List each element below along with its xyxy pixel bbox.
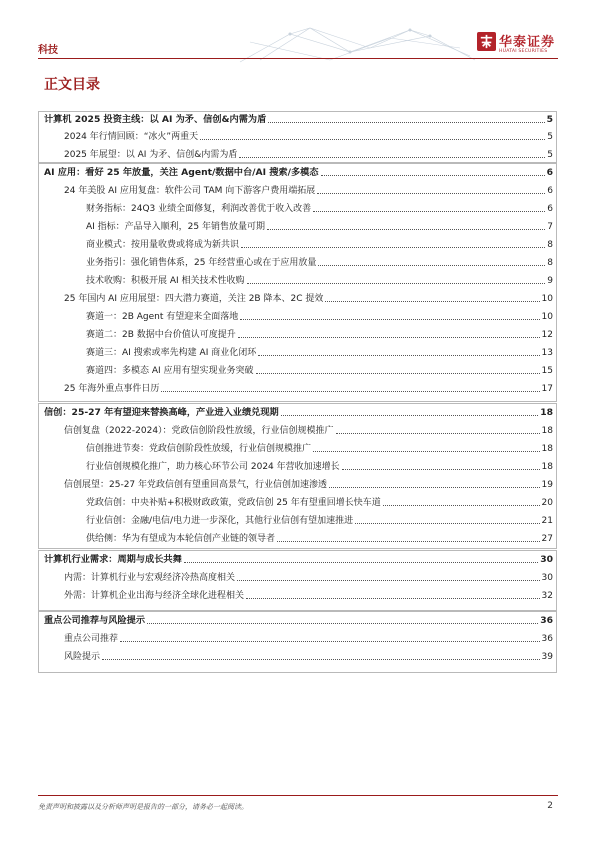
toc-entry-page: 21 — [541, 516, 553, 526]
toc-entry[interactable] — [64, 566, 553, 584]
toc-entry[interactable] — [86, 215, 553, 233]
toc-entry-title: 信创复盘（2022-2024）：党政信创阶段性放缓，行业信创规模推广 — [64, 426, 334, 436]
toc-entry[interactable] — [64, 125, 553, 143]
toc-entry-page: 18 — [541, 444, 553, 454]
toc-entry[interactable] — [64, 179, 553, 197]
toc-entry-page: 20 — [541, 498, 553, 508]
toc-dot-leader — [258, 355, 539, 356]
toc-entry-title: 外需：计算机企业出海与经济全球化进程相关 — [64, 591, 245, 601]
toc-entry-page: 19 — [541, 480, 553, 490]
toc-dot-leader — [383, 505, 540, 506]
toc-dot-leader — [120, 641, 540, 642]
toc-entry[interactable] — [64, 143, 553, 161]
toc-entry-page: 6 — [547, 186, 553, 196]
toc-entry-title: 信创展望：25-27 年党政信创有望重回高景气，行业信创加速渗透 — [64, 480, 328, 490]
toc-dot-leader — [102, 659, 540, 660]
toc-entry-page: 10 — [541, 294, 553, 304]
toc-dot-leader — [241, 247, 545, 248]
toc-entry[interactable] — [86, 341, 553, 359]
toc-entry-title: 赛道四：多模态 AI 应用有望实现业务突破 — [86, 366, 254, 376]
toc-entry-title: 2024 年行情回顾：“冰火”两重天 — [64, 132, 199, 142]
toc-dot-leader — [313, 211, 545, 212]
toc-dot-leader — [247, 283, 546, 284]
toc-entry[interactable] — [86, 527, 553, 545]
toc-dot-leader — [355, 523, 539, 524]
toc-entry-title: 风险提示 — [64, 652, 101, 662]
toc-entry-title: 2025 年展望：以 AI 为矛、信创&内需为盾 — [64, 150, 238, 160]
toc-entry-page: 6 — [546, 167, 553, 178]
toc-entry-title: 党政信创：中央补贴+积极财政政策，党政信创 25 年有望重回增长快车道 — [86, 498, 381, 508]
toc-entry-title: 赛道三：AI 搜索或率先构建 AI 商业化闭环 — [86, 348, 257, 358]
toc-entry-title: 计算机 2025 投资主线：以 AI 为矛、信创&内需为盾 — [44, 114, 267, 125]
toc-entry-page: 17 — [541, 384, 553, 394]
toc-entry[interactable] — [86, 455, 553, 473]
toc-entry-page: 5 — [547, 132, 553, 142]
toc-dot-leader — [281, 415, 538, 416]
toc-dot-leader — [240, 319, 539, 320]
toc-entry-title: AI 应用：看好 25 年放量，关注 Agent/数据中台/AI 搜索/多模态 — [44, 167, 319, 178]
toc-entry-page: 7 — [547, 222, 553, 232]
toc-entry-title: 赛道一：2B Agent 有望迎来全面落地 — [86, 312, 239, 322]
toc-entry-title: 24 年美股 AI 应用复盘：软件公司 TAM 向下游客户费用端拓展 — [64, 186, 316, 196]
toc-entry-title: 赛道二：2B 数据中台价值认可度提升 — [86, 330, 236, 340]
toc-entry-page: 8 — [547, 258, 553, 268]
toc-entry[interactable] — [86, 509, 553, 527]
toc-dot-leader — [325, 301, 539, 302]
toc-dot-leader — [161, 391, 539, 392]
toc-entry[interactable] — [64, 419, 553, 437]
toc-entry-title: 重点公司推荐 — [64, 634, 119, 644]
toc-entry[interactable] — [64, 584, 553, 602]
toc-dot-leader — [277, 541, 540, 542]
toc-dot-leader — [200, 139, 545, 140]
toc-dot-leader — [329, 487, 540, 488]
toc-entry[interactable] — [86, 305, 553, 323]
toc-dot-leader — [317, 193, 545, 194]
logo-text: 华泰证券 — [499, 35, 556, 50]
section-label: 科技 — [38, 45, 58, 56]
toc-entry-title: 行业信创：金融/电信/电力进一步深化，其他行业信创有望加速推进 — [86, 516, 354, 526]
toc-entry-page: 36 — [541, 634, 553, 644]
toc-entry[interactable] — [86, 359, 553, 377]
toc-dot-leader — [184, 562, 538, 563]
toc-entry-page: 36 — [540, 615, 553, 626]
toc-title: 正文目录 — [44, 77, 100, 93]
toc-entry-page: 12 — [541, 330, 553, 340]
toc-dot-leader — [267, 229, 545, 230]
toc-entry-page: 39 — [541, 652, 553, 662]
toc-entry-page: 10 — [541, 312, 553, 322]
footer-disclaimer: 免责声明和披露以及分析师声明是报告的一部分，请务必一起阅读。 — [38, 803, 248, 811]
toc-entry-title: 信创：25-27 年有望迎来替换高峰，产业进入业绩兑现期 — [44, 407, 279, 418]
toc-entry-title: 内需：计算机行业与宏观经济冷热高度相关 — [64, 573, 236, 583]
toc-entry-title: 重点公司推荐与风险提示 — [44, 615, 146, 626]
toc-dot-leader — [237, 580, 540, 581]
toc-entry[interactable] — [44, 609, 553, 627]
toc-dot-leader — [318, 265, 545, 266]
toc-dot-leader — [313, 451, 540, 452]
toc-entry-page: 15 — [541, 366, 553, 376]
toc-entry-title: 业务指引：强化销售体系，25 年经营重心或在于应用放量 — [86, 258, 317, 268]
logo-subtext: HUATAI SECURITIES — [499, 49, 548, 54]
toc-entry[interactable] — [86, 323, 553, 341]
toc-entry[interactable] — [64, 645, 553, 663]
toc-entry-page: 5 — [546, 114, 553, 125]
toc-entry-page: 13 — [541, 348, 553, 358]
toc-entry[interactable] — [86, 437, 553, 455]
toc-entry[interactable] — [44, 548, 553, 566]
toc-entry-title: AI 指标：产品导入顺利，25 年销售放量可期 — [86, 222, 265, 232]
page-number: 2 — [547, 801, 553, 811]
toc-entry[interactable] — [86, 251, 553, 269]
toc-entry-title: 商业模式：按用量收费或将成为新共识 — [86, 240, 240, 250]
toc-dot-leader — [238, 337, 540, 338]
toc-entry-page: 30 — [541, 573, 553, 583]
toc-entry[interactable] — [64, 473, 553, 491]
toc-dot-leader — [268, 122, 544, 123]
toc-entry-title: 行业信创规模化推广，助力核心环节公司 2024 年营收加速增长 — [86, 462, 340, 472]
toc-entry-page: 6 — [547, 204, 553, 214]
toc-entry-title: 财务指标：24Q3 业绩全面修复，利润改善优于收入改善 — [86, 204, 312, 214]
toc-dot-leader — [239, 157, 545, 158]
toc-entry-title: 计算机行业需求：周期与成长共舞 — [44, 554, 182, 565]
footer-rule — [38, 795, 558, 796]
toc-entry-page: 9 — [547, 276, 553, 286]
toc-entry-page: 30 — [540, 554, 553, 565]
toc-entry[interactable] — [86, 269, 553, 287]
toc-dot-leader — [246, 598, 540, 599]
toc-entry[interactable] — [64, 287, 553, 305]
toc-dot-leader — [336, 433, 540, 434]
toc-entry[interactable] — [86, 197, 553, 215]
toc-entry-page: 18 — [540, 407, 553, 418]
toc-entry-title: 供给侧：华为有望成为本轮信创产业链的领导者 — [86, 534, 276, 544]
toc-entry[interactable] — [86, 491, 553, 509]
toc-dot-leader — [342, 469, 540, 470]
toc-entry-page: 27 — [541, 534, 553, 544]
toc-entry-page: 18 — [541, 426, 553, 436]
toc-entry-page: 18 — [541, 462, 553, 472]
toc-entry-page: 32 — [541, 591, 553, 601]
toc-entry[interactable] — [86, 233, 553, 251]
toc-entry-title: 技术收购：积极开展 AI 相关技术性收购 — [86, 276, 245, 286]
toc-entry-page: 5 — [547, 150, 553, 160]
toc-dot-leader — [147, 623, 538, 624]
toc-dot-leader — [321, 175, 545, 176]
toc-entry[interactable] — [44, 161, 553, 179]
toc-entry[interactable] — [44, 401, 553, 419]
toc-entry[interactable] — [64, 627, 553, 645]
toc-dot-leader — [256, 373, 540, 374]
toc-entry-title: 25 年国内 AI 应用展望：四大潜力赛道，关注 2B 降本、2C 提效 — [64, 294, 324, 304]
toc-entry-title: 信创推进节奏：党政信创阶段性放缓，行业信创规模推广 — [86, 444, 312, 454]
toc-entry[interactable] — [64, 377, 553, 395]
toc-entry-title: 25 年海外重点事件日历 — [64, 384, 160, 394]
toc-entry-page: 8 — [547, 240, 553, 250]
toc-entry[interactable] — [44, 108, 553, 126]
